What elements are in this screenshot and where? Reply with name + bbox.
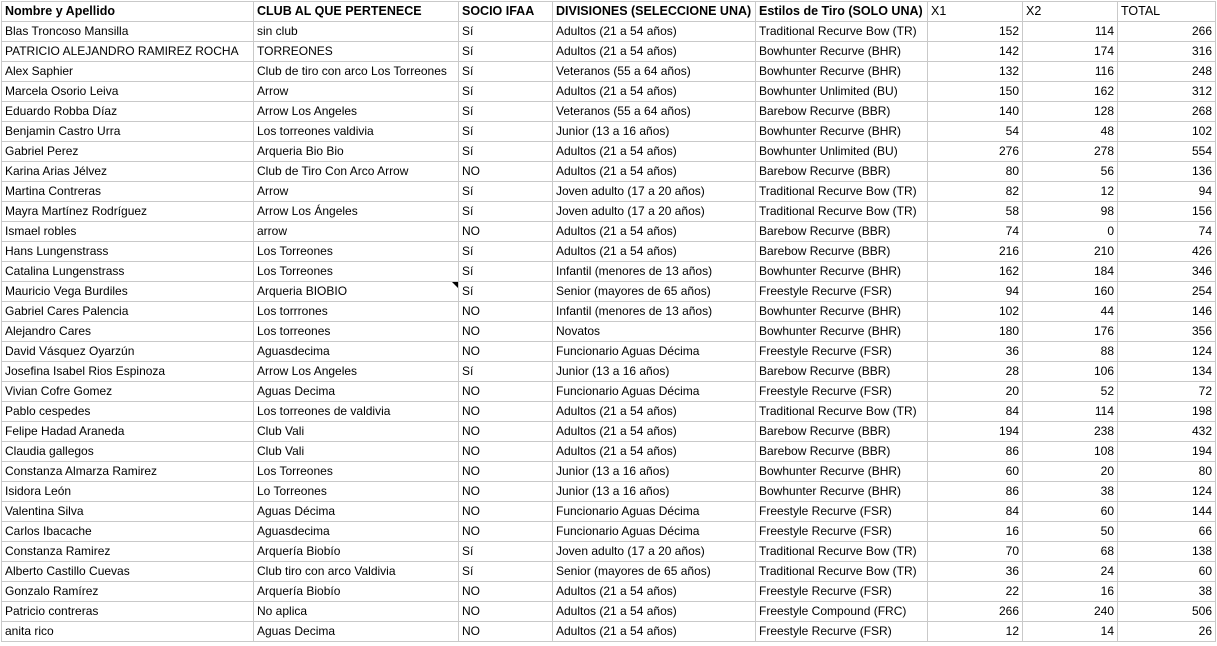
name-cell[interactable]: Constanza Almarza Ramirez <box>2 462 254 482</box>
name-cell[interactable]: Mauricio Vega Burdiles <box>2 282 254 302</box>
x2-cell[interactable]: 128 <box>1023 102 1118 122</box>
style-cell[interactable]: Bowhunter Recurve (BHR) <box>756 122 928 142</box>
x2-cell[interactable]: 116 <box>1023 62 1118 82</box>
socio-cell[interactable]: Sí <box>459 242 553 262</box>
total-cell[interactable]: 198 <box>1118 402 1216 422</box>
x1-cell[interactable]: 152 <box>928 22 1023 42</box>
x2-cell[interactable]: 14 <box>1023 622 1118 642</box>
name-cell[interactable]: Carlos Ibacache <box>2 522 254 542</box>
x1-cell[interactable]: 150 <box>928 82 1023 102</box>
x1-cell[interactable]: 16 <box>928 522 1023 542</box>
total-cell[interactable]: 346 <box>1118 262 1216 282</box>
table-row <box>2 582 1216 602</box>
club-cell[interactable]: TORREONES <box>254 42 459 62</box>
x2-cell[interactable]: 238 <box>1023 422 1118 442</box>
x1-cell[interactable]: 142 <box>928 42 1023 62</box>
style-cell[interactable]: Freestyle Recurve (FSR) <box>756 502 928 522</box>
name-cell[interactable]: Valentina Silva <box>2 502 254 522</box>
name-cell[interactable]: Alex Saphier <box>2 62 254 82</box>
x2-cell[interactable]: 12 <box>1023 182 1118 202</box>
club-cell[interactable]: Arrow <box>254 82 459 102</box>
style-cell[interactable]: Traditional Recurve Bow (TR) <box>756 22 928 42</box>
x1-cell[interactable]: 162 <box>928 262 1023 282</box>
x1-cell[interactable]: 180 <box>928 322 1023 342</box>
total-cell[interactable]: 144 <box>1118 502 1216 522</box>
total-cell[interactable]: 26 <box>1118 622 1216 642</box>
division-cell[interactable]: Adultos (21 a 54 años) <box>553 602 756 622</box>
style-cell[interactable]: Barebow Recurve (BBR) <box>756 102 928 122</box>
header-row <box>2 2 1216 22</box>
club-cell[interactable]: Arrow Los Ángeles <box>254 202 459 222</box>
spreadsheet-grid <box>1 1 1216 642</box>
x1-cell[interactable]: 86 <box>928 442 1023 462</box>
table-body <box>2 22 1216 642</box>
club-cell[interactable]: Aguasdecima <box>254 342 459 362</box>
division-cell[interactable]: Joven adulto (17 a 20 años) <box>553 202 756 222</box>
socio-cell[interactable]: Sí <box>459 282 553 302</box>
name-cell[interactable]: Constanza Ramirez <box>2 542 254 562</box>
table-row <box>2 102 1216 122</box>
name-cell[interactable]: Ismael robles <box>2 222 254 242</box>
total-cell[interactable]: 426 <box>1118 242 1216 262</box>
socio-cell[interactable]: Sí <box>459 262 553 282</box>
style-cell[interactable]: Barebow Recurve (BBR) <box>756 242 928 262</box>
division-cell[interactable]: Veteranos (55 a 64 años) <box>553 102 756 122</box>
x2-cell[interactable]: 210 <box>1023 242 1118 262</box>
socio-cell[interactable]: Sí <box>459 62 553 82</box>
division-cell[interactable]: Junior (13 a 16 años) <box>553 482 756 502</box>
total-cell[interactable]: 38 <box>1118 582 1216 602</box>
x1-cell[interactable]: 70 <box>928 542 1023 562</box>
total-cell[interactable]: 248 <box>1118 62 1216 82</box>
table-row <box>2 262 1216 282</box>
club-cell[interactable]: Los Torreones <box>254 462 459 482</box>
x1-cell[interactable]: 94 <box>928 282 1023 302</box>
style-cell[interactable]: Freestyle Recurve (FSR) <box>756 282 928 302</box>
club-cell-text: Arqueria BIOBIO <box>257 284 348 298</box>
socio-cell[interactable]: NO <box>459 322 553 342</box>
total-cell[interactable]: 124 <box>1118 342 1216 362</box>
socio-cell[interactable]: NO <box>459 422 553 442</box>
division-cell[interactable]: Novatos <box>553 322 756 342</box>
x1-cell[interactable]: 74 <box>928 222 1023 242</box>
header-cell-style[interactable]: Estilos de Tiro (SOLO UNA) <box>756 2 928 22</box>
style-cell[interactable]: Freestyle Recurve (FSR) <box>756 342 928 362</box>
style-cell[interactable]: Bowhunter Unlimited (BU) <box>756 142 928 162</box>
socio-cell[interactable]: Sí <box>459 142 553 162</box>
club-cell[interactable]: Los Torreones <box>254 262 459 282</box>
table-row <box>2 22 1216 42</box>
x2-cell[interactable]: 98 <box>1023 202 1118 222</box>
style-cell[interactable]: Bowhunter Recurve (BHR) <box>756 42 928 62</box>
total-cell[interactable]: 156 <box>1118 202 1216 222</box>
club-cell[interactable]: Los torrrones <box>254 302 459 322</box>
table-row <box>2 562 1216 582</box>
style-cell[interactable]: Bowhunter Recurve (BHR) <box>756 462 928 482</box>
x2-cell[interactable]: 114 <box>1023 22 1118 42</box>
division-cell[interactable]: Funcionario Aguas Décima <box>553 502 756 522</box>
name-cell[interactable]: Patricio contreras <box>2 602 254 622</box>
total-cell[interactable]: 102 <box>1118 122 1216 142</box>
style-cell[interactable]: Traditional Recurve Bow (TR) <box>756 202 928 222</box>
x2-cell[interactable]: 240 <box>1023 602 1118 622</box>
x2-cell[interactable]: 160 <box>1023 282 1118 302</box>
division-cell[interactable]: Adultos (21 a 54 años) <box>553 162 756 182</box>
total-cell[interactable]: 506 <box>1118 602 1216 622</box>
x1-cell[interactable]: 22 <box>928 582 1023 602</box>
x2-cell[interactable]: 60 <box>1023 502 1118 522</box>
style-cell[interactable]: Freestyle Recurve (FSR) <box>756 522 928 542</box>
club-cell[interactable]: Club de tiro con arco Los Torreones <box>254 62 459 82</box>
club-cell[interactable]: No aplica <box>254 602 459 622</box>
name-cell[interactable]: Vivian Cofre Gomez <box>2 382 254 402</box>
x2-cell[interactable]: 114 <box>1023 402 1118 422</box>
table-row <box>2 502 1216 522</box>
table-row <box>2 542 1216 562</box>
x1-cell[interactable]: 194 <box>928 422 1023 442</box>
name-cell[interactable]: Benjamin Castro Urra <box>2 122 254 142</box>
name-cell[interactable]: Blas Troncoso Mansilla <box>2 22 254 42</box>
comment-indicator-icon[interactable] <box>452 282 458 288</box>
table-row <box>2 242 1216 262</box>
header-cell-total[interactable]: TOTAL <box>1118 2 1216 22</box>
style-cell[interactable]: Bowhunter Unlimited (BU) <box>756 82 928 102</box>
total-cell[interactable]: 72 <box>1118 382 1216 402</box>
table-row <box>2 482 1216 502</box>
socio-cell[interactable]: Sí <box>459 102 553 122</box>
x2-cell[interactable]: 44 <box>1023 302 1118 322</box>
x2-cell[interactable]: 24 <box>1023 562 1118 582</box>
division-cell[interactable]: Joven adulto (17 a 20 años) <box>553 542 756 562</box>
style-cell[interactable]: Bowhunter Recurve (BHR) <box>756 482 928 502</box>
table-row <box>2 522 1216 542</box>
table-row <box>2 162 1216 182</box>
club-cell[interactable]: Club Vali <box>254 422 459 442</box>
socio-cell[interactable]: NO <box>459 442 553 462</box>
club-cell[interactable]: Club de Tiro Con Arco Arrow <box>254 162 459 182</box>
x2-cell[interactable]: 278 <box>1023 142 1118 162</box>
style-cell[interactable]: Bowhunter Recurve (BHR) <box>756 322 928 342</box>
name-cell[interactable]: Gabriel Cares Palencia <box>2 302 254 322</box>
name-cell[interactable]: Isidora León <box>2 482 254 502</box>
division-cell[interactable]: Adultos (21 a 54 años) <box>553 222 756 242</box>
header-cell-socio[interactable]: SOCIO IFAA <box>459 2 553 22</box>
name-cell[interactable]: Claudia gallegos <box>2 442 254 462</box>
header-cell-name[interactable]: Nombre y Apellido <box>2 2 254 22</box>
header-cell-x1[interactable]: X1 <box>928 2 1023 22</box>
socio-cell[interactable]: NO <box>459 302 553 322</box>
total-cell[interactable]: 268 <box>1118 102 1216 122</box>
club-cell[interactable]: Lo Torreones <box>254 482 459 502</box>
header-cell-division[interactable]: DIVISIONES (SELECCIONE UNA) <box>553 2 756 22</box>
total-cell[interactable]: 146 <box>1118 302 1216 322</box>
total-cell[interactable]: 134 <box>1118 362 1216 382</box>
socio-cell[interactable]: NO <box>459 402 553 422</box>
socio-cell[interactable]: Sí <box>459 542 553 562</box>
socio-cell[interactable]: Sí <box>459 42 553 62</box>
division-cell[interactable]: Funcionario Aguas Décima <box>553 522 756 542</box>
socio-cell[interactable]: NO <box>459 602 553 622</box>
name-cell[interactable]: David Vásquez Oyarzún <box>2 342 254 362</box>
socio-cell[interactable]: NO <box>459 622 553 642</box>
total-cell[interactable]: 94 <box>1118 182 1216 202</box>
club-cell[interactable]: Los torreones valdivia <box>254 122 459 142</box>
style-cell[interactable]: Bowhunter Recurve (BHR) <box>756 302 928 322</box>
table-row <box>2 402 1216 422</box>
club-cell[interactable]: Los Torreones <box>254 242 459 262</box>
table-row <box>2 602 1216 622</box>
division-cell[interactable]: Senior (mayores de 65 años) <box>553 562 756 582</box>
division-cell[interactable]: Adultos (21 a 54 años) <box>553 22 756 42</box>
name-cell[interactable]: Pablo cespedes <box>2 402 254 422</box>
total-cell[interactable]: 136 <box>1118 162 1216 182</box>
total-cell[interactable]: 194 <box>1118 442 1216 462</box>
table-row <box>2 222 1216 242</box>
division-cell[interactable]: Adultos (21 a 54 años) <box>553 422 756 442</box>
style-cell[interactable]: Traditional Recurve Bow (TR) <box>756 562 928 582</box>
total-cell[interactable]: 66 <box>1118 522 1216 542</box>
x2-cell[interactable]: 20 <box>1023 462 1118 482</box>
club-cell[interactable]: Aguas Decima <box>254 622 459 642</box>
name-cell[interactable]: PATRICIO ALEJANDRO RAMIREZ ROCHA <box>2 42 254 62</box>
division-cell[interactable]: Adultos (21 a 54 años) <box>553 582 756 602</box>
name-cell[interactable]: Gonzalo Ramírez <box>2 582 254 602</box>
club-cell[interactable]: Arrow Los Angeles <box>254 362 459 382</box>
name-cell[interactable]: Mayra Martínez Rodríguez <box>2 202 254 222</box>
table-row <box>2 62 1216 82</box>
x2-cell[interactable]: 184 <box>1023 262 1118 282</box>
table-row <box>2 362 1216 382</box>
x2-cell[interactable]: 50 <box>1023 522 1118 542</box>
name-cell[interactable]: Alejandro Cares <box>2 322 254 342</box>
socio-cell[interactable]: NO <box>459 522 553 542</box>
name-cell[interactable]: Alberto Castillo Cuevas <box>2 562 254 582</box>
table-row <box>2 142 1216 162</box>
table-row <box>2 182 1216 202</box>
socio-cell[interactable]: Sí <box>459 182 553 202</box>
style-cell[interactable]: Freestyle Recurve (FSR) <box>756 582 928 602</box>
table-row <box>2 322 1216 342</box>
x1-cell[interactable]: 276 <box>928 142 1023 162</box>
club-cell[interactable]: arrow <box>254 222 459 242</box>
total-cell[interactable]: 74 <box>1118 222 1216 242</box>
x1-cell[interactable]: 36 <box>928 342 1023 362</box>
club-cell[interactable]: Los torreones <box>254 322 459 342</box>
x1-cell[interactable]: 84 <box>928 502 1023 522</box>
name-cell[interactable]: Hans Lungenstrass <box>2 242 254 262</box>
x2-cell[interactable]: 38 <box>1023 482 1118 502</box>
division-cell[interactable]: Junior (13 a 16 años) <box>553 362 756 382</box>
style-cell[interactable]: Barebow Recurve (BBR) <box>756 222 928 242</box>
division-cell[interactable]: Adultos (21 a 54 años) <box>553 82 756 102</box>
x2-cell[interactable]: 108 <box>1023 442 1118 462</box>
table-row <box>2 282 1216 302</box>
total-cell[interactable]: 124 <box>1118 482 1216 502</box>
x1-cell[interactable]: 54 <box>928 122 1023 142</box>
division-cell[interactable]: Infantil (menores de 13 años) <box>553 262 756 282</box>
x1-cell[interactable]: 140 <box>928 102 1023 122</box>
socio-cell[interactable]: Sí <box>459 562 553 582</box>
name-cell[interactable]: Martina Contreras <box>2 182 254 202</box>
table-row <box>2 382 1216 402</box>
x1-cell[interactable]: 84 <box>928 402 1023 422</box>
x1-cell[interactable]: 266 <box>928 602 1023 622</box>
table-row <box>2 342 1216 362</box>
socio-cell[interactable]: NO <box>459 162 553 182</box>
x2-cell[interactable]: 48 <box>1023 122 1118 142</box>
division-cell[interactable]: Adultos (21 a 54 años) <box>553 402 756 422</box>
division-cell[interactable]: Junior (13 a 16 años) <box>553 462 756 482</box>
x1-cell[interactable]: 60 <box>928 462 1023 482</box>
division-cell[interactable]: Junior (13 a 16 años) <box>553 122 756 142</box>
division-cell[interactable]: Adultos (21 a 54 años) <box>553 142 756 162</box>
x1-cell[interactable]: 132 <box>928 62 1023 82</box>
socio-cell[interactable]: NO <box>459 502 553 522</box>
socio-cell[interactable]: NO <box>459 222 553 242</box>
club-cell[interactable]: Arrow Los Angeles <box>254 102 459 122</box>
division-cell[interactable]: Funcionario Aguas Décima <box>553 382 756 402</box>
club-cell[interactable]: Arquería Biobío <box>254 582 459 602</box>
x2-cell[interactable]: 174 <box>1023 42 1118 62</box>
header-cell-club[interactable]: CLUB AL QUE PERTENECE <box>254 2 459 22</box>
name-cell[interactable]: Marcela Osorio Leiva <box>2 82 254 102</box>
total-cell[interactable]: 138 <box>1118 542 1216 562</box>
x1-cell[interactable]: 80 <box>928 162 1023 182</box>
club-cell[interactable]: Arquería Biobío <box>254 542 459 562</box>
table-row <box>2 442 1216 462</box>
socio-cell[interactable]: Sí <box>459 362 553 382</box>
x1-cell[interactable]: 20 <box>928 382 1023 402</box>
table-row <box>2 302 1216 322</box>
x2-cell[interactable]: 52 <box>1023 382 1118 402</box>
club-cell[interactable]: Arqueria Bio Bio <box>254 142 459 162</box>
x2-cell[interactable]: 68 <box>1023 542 1118 562</box>
total-cell[interactable]: 60 <box>1118 562 1216 582</box>
style-cell[interactable]: Traditional Recurve Bow (TR) <box>756 542 928 562</box>
total-cell[interactable]: 356 <box>1118 322 1216 342</box>
division-cell[interactable]: Adultos (21 a 54 años) <box>553 442 756 462</box>
style-cell[interactable]: Barebow Recurve (BBR) <box>756 362 928 382</box>
table-row <box>2 42 1216 62</box>
style-cell[interactable]: Traditional Recurve Bow (TR) <box>756 182 928 202</box>
division-cell[interactable]: Adultos (21 a 54 años) <box>553 622 756 642</box>
club-cell[interactable]: Aguasdecima <box>254 522 459 542</box>
style-cell[interactable]: Bowhunter Recurve (BHR) <box>756 262 928 282</box>
division-cell[interactable]: Funcionario Aguas Décima <box>553 342 756 362</box>
club-cell[interactable]: Club Vali <box>254 442 459 462</box>
club-cell[interactable]: sin club <box>254 22 459 42</box>
x1-cell[interactable]: 36 <box>928 562 1023 582</box>
socio-cell[interactable]: NO <box>459 482 553 502</box>
x2-cell[interactable]: 106 <box>1023 362 1118 382</box>
name-cell[interactable]: anita rico <box>2 622 254 642</box>
table-row <box>2 202 1216 222</box>
total-cell[interactable]: 316 <box>1118 42 1216 62</box>
x2-cell[interactable]: 162 <box>1023 82 1118 102</box>
club-cell[interactable] <box>254 282 459 302</box>
table-row <box>2 422 1216 442</box>
x1-cell[interactable]: 58 <box>928 202 1023 222</box>
name-cell[interactable]: Felipe Hadad Araneda <box>2 422 254 442</box>
socio-cell[interactable]: Sí <box>459 202 553 222</box>
x2-cell[interactable]: 88 <box>1023 342 1118 362</box>
total-cell[interactable]: 254 <box>1118 282 1216 302</box>
x1-cell[interactable]: 12 <box>928 622 1023 642</box>
style-cell[interactable]: Bowhunter Recurve (BHR) <box>756 62 928 82</box>
table-row <box>2 122 1216 142</box>
division-cell[interactable]: Infantil (menores de 13 años) <box>553 302 756 322</box>
style-cell[interactable]: Freestyle Recurve (FSR) <box>756 382 928 402</box>
club-cell[interactable]: Club tiro con arco Valdivia <box>254 562 459 582</box>
club-cell[interactable]: Arrow <box>254 182 459 202</box>
name-cell[interactable]: Josefina Isabel Rios Espinoza <box>2 362 254 382</box>
club-cell[interactable]: Aguas Décima <box>254 502 459 522</box>
socio-cell[interactable]: Sí <box>459 22 553 42</box>
name-cell[interactable]: Gabriel Perez <box>2 142 254 162</box>
x1-cell[interactable]: 102 <box>928 302 1023 322</box>
total-cell[interactable]: 266 <box>1118 22 1216 42</box>
division-cell[interactable]: Adultos (21 a 54 años) <box>553 242 756 262</box>
division-cell[interactable]: Senior (mayores de 65 años) <box>553 282 756 302</box>
table-row <box>2 82 1216 102</box>
style-cell[interactable]: Barebow Recurve (BBR) <box>756 422 928 442</box>
total-cell[interactable]: 312 <box>1118 82 1216 102</box>
name-cell[interactable]: Catalina Lungenstrass <box>2 262 254 282</box>
x2-cell[interactable]: 16 <box>1023 582 1118 602</box>
x1-cell[interactable]: 216 <box>928 242 1023 262</box>
x2-cell[interactable]: 0 <box>1023 222 1118 242</box>
x2-cell[interactable]: 56 <box>1023 162 1118 182</box>
x1-cell[interactable]: 28 <box>928 362 1023 382</box>
division-cell[interactable]: Joven adulto (17 a 20 años) <box>553 182 756 202</box>
club-cell[interactable]: Aguas Decima <box>254 382 459 402</box>
total-cell[interactable]: 432 <box>1118 422 1216 442</box>
x2-cell[interactable]: 176 <box>1023 322 1118 342</box>
header-cell-x2[interactable]: X2 <box>1023 2 1118 22</box>
socio-cell[interactable]: Sí <box>459 122 553 142</box>
socio-cell[interactable]: Sí <box>459 82 553 102</box>
total-cell[interactable]: 80 <box>1118 462 1216 482</box>
style-cell[interactable]: Barebow Recurve (BBR) <box>756 162 928 182</box>
division-cell[interactable]: Veteranos (55 a 64 años) <box>553 62 756 82</box>
table-row <box>2 622 1216 642</box>
club-cell[interactable]: Los torreones de valdivia <box>254 402 459 422</box>
style-cell[interactable]: Freestyle Recurve (FSR) <box>756 622 928 642</box>
x1-cell[interactable]: 86 <box>928 482 1023 502</box>
socio-cell[interactable]: NO <box>459 462 553 482</box>
name-cell[interactable]: Eduardo Robba Díaz <box>2 102 254 122</box>
total-cell[interactable]: 554 <box>1118 142 1216 162</box>
style-cell[interactable]: Barebow Recurve (BBR) <box>756 442 928 462</box>
name-cell[interactable]: Karina Arias Jélvez <box>2 162 254 182</box>
division-cell[interactable]: Adultos (21 a 54 años) <box>553 42 756 62</box>
x1-cell[interactable]: 82 <box>928 182 1023 202</box>
socio-cell[interactable]: NO <box>459 582 553 602</box>
table-row <box>2 462 1216 482</box>
style-cell[interactable]: Traditional Recurve Bow (TR) <box>756 402 928 422</box>
socio-cell[interactable]: NO <box>459 382 553 402</box>
style-cell[interactable]: Freestyle Compound (FRC) <box>756 602 928 622</box>
socio-cell[interactable]: NO <box>459 342 553 362</box>
